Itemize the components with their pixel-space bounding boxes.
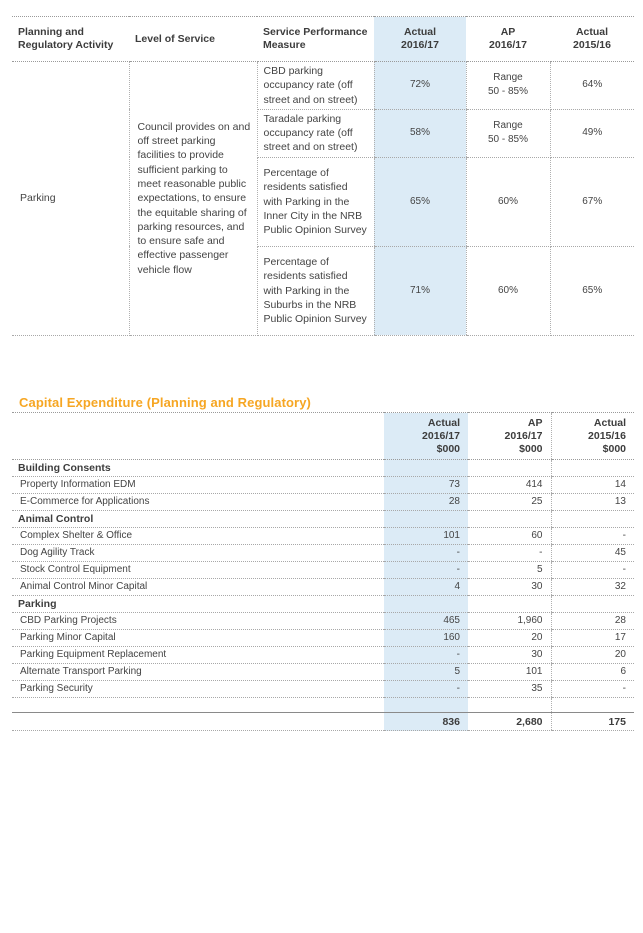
header-actual-prior: Actual 2015/16	[550, 17, 634, 62]
total-actual: 836	[384, 713, 468, 731]
capex-item-row	[12, 613, 634, 630]
prior-cell: 49%	[550, 109, 634, 157]
actual-cell: 71%	[374, 246, 466, 335]
capex-item-row	[12, 494, 634, 511]
group-name: Parking	[12, 596, 384, 613]
capex-header-row	[12, 413, 634, 460]
capex-item-row	[12, 681, 634, 698]
item-actual: 465	[384, 613, 468, 630]
item-ap: 30	[468, 647, 551, 664]
item-name: CBD Parking Projects	[12, 613, 384, 630]
capex-spacer-row	[12, 698, 634, 713]
prior-cell: 67%	[550, 157, 634, 246]
spacer-cell	[384, 698, 468, 713]
item-ap: 20	[468, 630, 551, 647]
item-ap: 35	[468, 681, 551, 698]
performance-table	[12, 16, 634, 336]
capex-item-row	[12, 528, 634, 545]
total-prior: 175	[551, 713, 634, 731]
item-name: Property Information EDM	[12, 477, 384, 494]
item-ap: -	[468, 545, 551, 562]
header-ap: AP 2016/17 $000	[468, 413, 551, 460]
header-actual-prior: Actual 2015/16 $000	[551, 413, 634, 460]
group-actual-empty	[384, 460, 468, 477]
group-ap-empty	[468, 460, 551, 477]
item-ap: 1,960	[468, 613, 551, 630]
item-name: Parking Minor Capital	[12, 630, 384, 647]
capex-table-section	[12, 412, 634, 731]
group-prior-empty	[551, 511, 634, 528]
item-prior: 17	[551, 630, 634, 647]
spacer-cell	[12, 698, 384, 713]
capex-item-row	[12, 579, 634, 596]
item-ap: 30	[468, 579, 551, 596]
total-label	[12, 713, 384, 731]
total-ap: 2,680	[468, 713, 551, 731]
item-prior: -	[551, 562, 634, 579]
item-ap: 60	[468, 528, 551, 545]
group-ap-empty	[468, 511, 551, 528]
item-prior: 14	[551, 477, 634, 494]
header-item	[12, 413, 384, 460]
ap-cell: 60%	[466, 157, 550, 246]
group-ap-empty	[468, 596, 551, 613]
ap-cell: Range 50 - 85%	[466, 109, 550, 157]
capex-item-row	[12, 562, 634, 579]
item-name: Alternate Transport Parking	[12, 664, 384, 681]
capex-item-row	[12, 477, 634, 494]
capex-item-row	[12, 664, 634, 681]
measure-cell: Percentage of residents satisfied with Parking in the Suburbs in the NRB Public Opinion Survey	[257, 246, 374, 335]
item-prior: 28	[551, 613, 634, 630]
item-actual: 4	[384, 579, 468, 596]
ap-cell: Range 50 - 85%	[466, 62, 550, 110]
item-name: Dog Agility Track	[12, 545, 384, 562]
item-actual: 101	[384, 528, 468, 545]
item-actual: -	[384, 562, 468, 579]
ap-cell: 60%	[466, 246, 550, 335]
header-actual-current: Actual 2016/17 $000	[384, 413, 468, 460]
item-ap: 414	[468, 477, 551, 494]
header-ap: AP 2016/17	[466, 17, 550, 62]
group-actual-empty	[384, 596, 468, 613]
item-ap: 25	[468, 494, 551, 511]
performance-table-section	[12, 16, 634, 336]
capex-group-row	[12, 511, 634, 528]
actual-cell: 72%	[374, 62, 466, 110]
spacer-cell	[468, 698, 551, 713]
capex-title: Capital Expenditure (Planning and Regulatory)	[19, 395, 311, 410]
capex-table	[12, 412, 634, 731]
item-actual: 28	[384, 494, 468, 511]
spacer-cell	[551, 698, 634, 713]
capex-body	[12, 460, 634, 731]
capex-total-row	[12, 713, 634, 731]
item-ap: 101	[468, 664, 551, 681]
header-measure: Service Performance Measure	[257, 17, 374, 62]
activity-cell: Parking	[12, 62, 129, 336]
item-prior: -	[551, 528, 634, 545]
prior-cell: 64%	[550, 62, 634, 110]
capex-group-row	[12, 460, 634, 477]
performance-row	[12, 62, 634, 110]
group-name: Animal Control	[12, 511, 384, 528]
item-actual: 160	[384, 630, 468, 647]
capex-item-row	[12, 647, 634, 664]
item-prior: 20	[551, 647, 634, 664]
level-of-service-cell: Council provides on and off street parking facilities to provide sufficient parking to meet reasonable public expectations, to ensure the equitable sharing of parking resources, and to ensure safe and effective passenger vehicle flow	[129, 62, 257, 336]
item-actual: -	[384, 545, 468, 562]
measure-cell: Percentage of residents satisfied with Parking in the Inner City in the NRB Public Opinion Survey	[257, 157, 374, 246]
performance-header-row	[12, 17, 634, 62]
item-prior: 32	[551, 579, 634, 596]
capex-item-row	[12, 630, 634, 647]
item-prior: -	[551, 681, 634, 698]
item-actual: -	[384, 681, 468, 698]
item-prior: 45	[551, 545, 634, 562]
item-ap: 5	[468, 562, 551, 579]
capex-group-row	[12, 596, 634, 613]
item-actual: 5	[384, 664, 468, 681]
header-activity: Planning and Regulatory Activity	[12, 17, 129, 62]
measure-cell: CBD parking occupancy rate (off street and on street)	[257, 62, 374, 110]
group-actual-empty	[384, 511, 468, 528]
item-name: Complex Shelter & Office	[12, 528, 384, 545]
item-actual: 73	[384, 477, 468, 494]
item-name: Parking Equipment Replacement	[12, 647, 384, 664]
group-prior-empty	[551, 460, 634, 477]
header-level-of-service: Level of Service	[129, 17, 257, 62]
item-name: E-Commerce for Applications	[12, 494, 384, 511]
measure-cell: Taradale parking occupancy rate (off street and on street)	[257, 109, 374, 157]
capex-item-row	[12, 545, 634, 562]
actual-cell: 58%	[374, 109, 466, 157]
actual-cell: 65%	[374, 157, 466, 246]
item-name: Animal Control Minor Capital	[12, 579, 384, 596]
item-name: Stock Control Equipment	[12, 562, 384, 579]
item-prior: 6	[551, 664, 634, 681]
item-actual: -	[384, 647, 468, 664]
group-name: Building Consents	[12, 460, 384, 477]
header-actual-current: Actual 2016/17	[374, 17, 466, 62]
item-prior: 13	[551, 494, 634, 511]
item-name: Parking Security	[12, 681, 384, 698]
group-prior-empty	[551, 596, 634, 613]
prior-cell: 65%	[550, 246, 634, 335]
